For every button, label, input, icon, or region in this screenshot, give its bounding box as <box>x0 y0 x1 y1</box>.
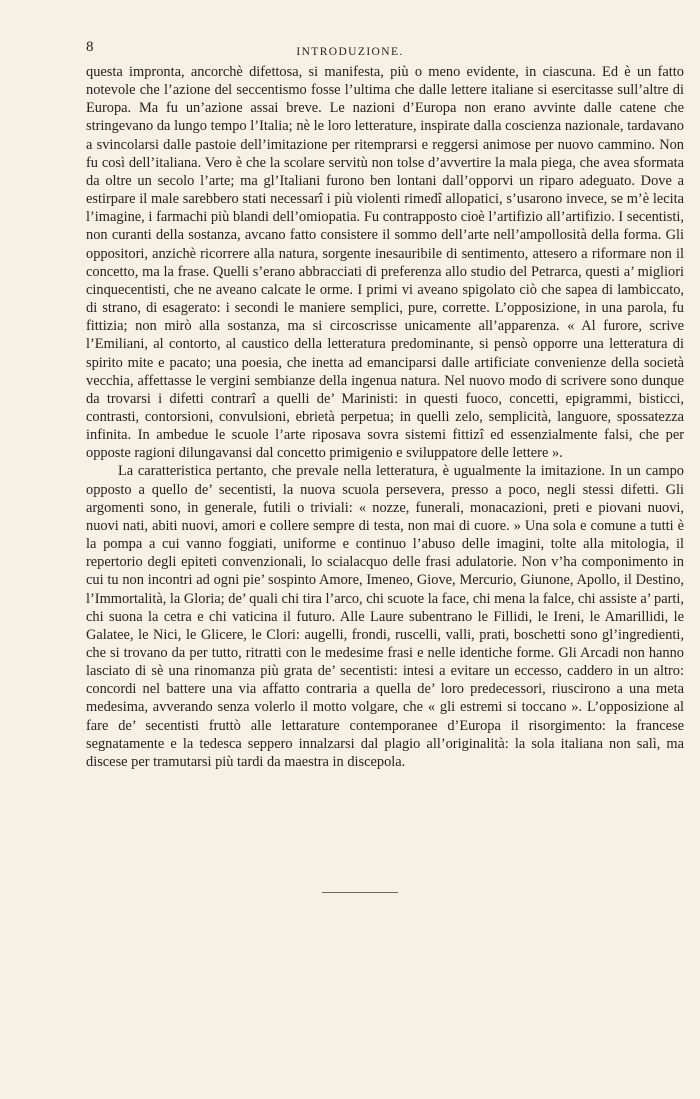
end-rule <box>322 892 398 893</box>
paragraph: La caratteristica pertanto, che prevale nella letteratura, è ugualmente la imitazione. In un campo opposto a quello de’ secentisti, la nuova scuola persevera, presso a poco, negli stessi difetti. Gli argomenti sono, in generale, futili o triviali: « nozze, funerali, monacazioni, preti e piovani nuovi, nuovi nati, abiti nuovi, amori e collere sempre di testa, non mai di cuore. » Una sola e comune a tutti è la pompa a cui vanno foggiati, uniforme e continuo l’abuso delle imagini, tolte alla mitologia, il repertorio degli epiteti convenzionali, lo scialacquo delle frasi adulatorie. Non v’ha componimento in cui tu non incontri ad ogni pie’ sospinto Amore, Imeneo, Giove, Mercurio, Giunone, Apollo, il Destino, l’Immortalità, la Gloria; de’ quali chi tira l’arco, chi scuote la face, chi mena la falce, chi assiste a’ parti, chi suona la cetra e chi vaticina il futuro. Alle Laure subentrano le Fillidi, le Ireni, le Amarillidi, le Galatee, le Nici, le Glicere, le Clori: augelli, frondi, ruscelli, valli, prati, boschetti sono gl’ingredienti, che si trovano da per tutto, ritratti con le medesime frasi e nelle identiche forme. Gli Arcadi non hanno lasciato di sè una rinomanza più grata de’ secentisti: intesi a evitare un eccesso, caddero in un altro: concordi nel battere una via affatto contraria a quella de’ loro predecessori, riuscirono a una meta medesima, avverando senza volerlo il motto volgare, che « gli estremi si toccano ». L’opposizione al fare de’ secentisti fruttò alle lettarature contemporanee d’Europa il risorgimento: la francese segnatamente e la tedesca seppero innalzarsi dal plagio all’originalità: la sola italiana non salì, ma discese per tramutarsi più tardi da maestra in discepola. <box>86 463 685 770</box>
body-text <box>86 63 684 771</box>
running-title: INTRODUZIONE. <box>296 46 404 58</box>
paragraph: questa impronta, ancorchè difettosa, si manifesta, più o meno evidente, in ciascuna. Ed è un fatto notevole che l’azione del seccentismo fosse l’ultima che dalle lettere italiane si esercitasse sull’altre di Europa. Ma fu un’azione assai breve. Le nazioni d’Europa non erano avvinte dalle catene che stringevano da lungo tempo l’Italia; nè le loro letterature, inspirate dalla coscienza nazionale, tardavano a svincolarsi dalle pastoie dell’imitazione per ritemprarsi e reggersi animose per nuovo cammino. Non fu così dell’italiana. Vero è che la scolare servitù non tolse d’avvertire la mala piega, che avea sformata da oltre un secolo l’arte; ma gl’Italiani furono ben lontani dall’opporvi un riparo adeguato. Dove a estirpare il male sarebbero stati necessarî i più violenti rimedî allopatici, s’usarono invece, se m’è lecita l’imagine, i farmachi più blandi dell’omiopatia. Fu contrapposto cioè l’artifizio all’artifizio. I secentisti, non curanti della sostanza, avcano fatto consistere il sommo dell’arte nell’ampollosità della forma. Gli oppositori, anzichè ricorrere alla natura, sorgente inesauribile di sentimento, attesero a riformare non il concetto, ma la frase. Quelli s’erano abbracciati di preferenza allo studio del Petrarca, questi a’ migliori cinquecentisti, che ne aveano calcate le orme. I primi vi aveano spigolato ciò che sapea di lambiccato, di strano, di esagerato: i secondi le maniere semplici, pure, corrette. L’opposizione, in una parola, fu fittizia; non mirò alla sostanza, ma si circoscrisse unicamente all’apparenza. « Al furore, scrive l’Emiliani, al contorto, al caustico della letteratura predominante, si pensò opporre una letteratura di spirito mite e pacato; una poesia, che inetta ad emanciparsi dalle artificiate convenienze della società vecchia, affettasse le vergini sembianze della ingenua natura. Nel nuovo modo di scrivere sono dunque da trovarsi i difetti contrarî a quelli de’ Marinisti: in questi fuoco, concetti, epigrammi, bisticci, contrasti, contorsioni, convulsioni, ebrietà perpetua; in quelli zelo, semplicità, languore, spossatezza infinita. In ambedue le scuole l’arte riposava sovra sistemi fittizî ed essenzialmente falsi, che per opposte ragioni dilungavansi dal concetto primigenio e sviluppatore delle lettere ». <box>86 64 684 462</box>
page-number: 8 <box>86 39 94 55</box>
